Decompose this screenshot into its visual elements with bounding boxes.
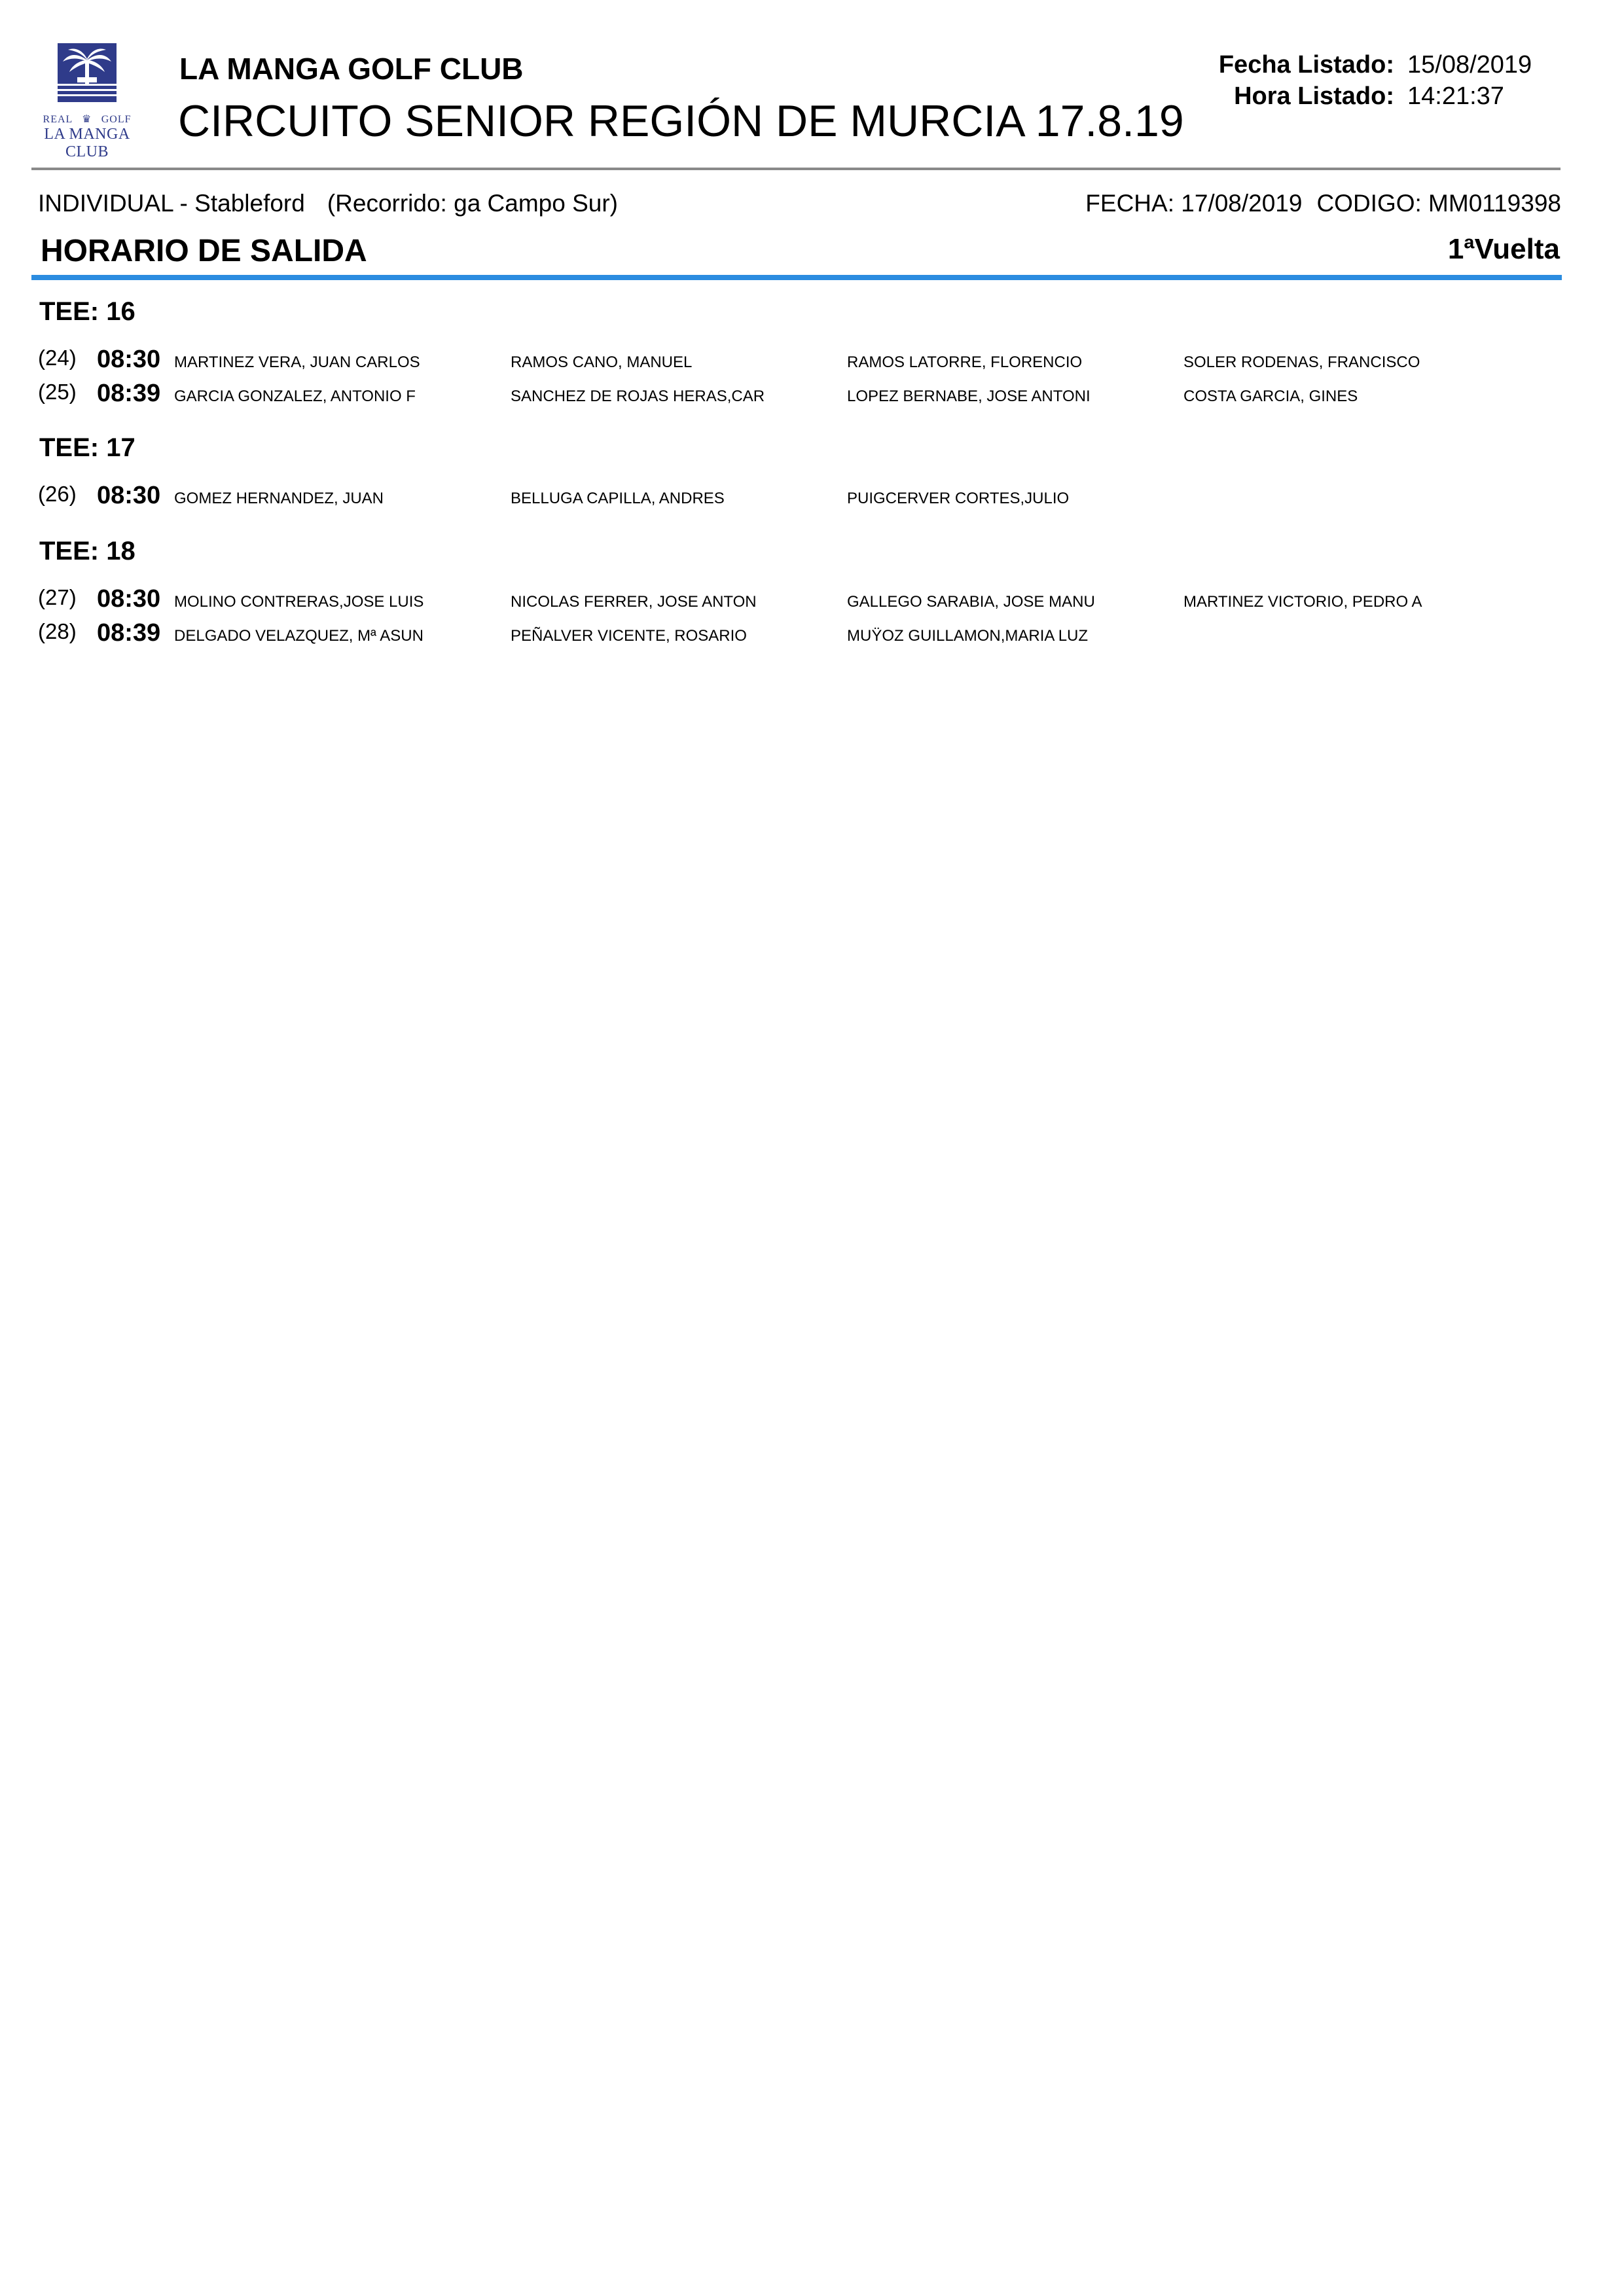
round-label: 1ªVuelta xyxy=(1447,233,1560,265)
competition-date-code xyxy=(1085,190,1561,217)
player-name: NICOLAS FERRER, JOSE ANTON xyxy=(511,593,757,611)
player-name: SOLER RODENAS, FRANCISCO xyxy=(1183,353,1420,371)
player-name: RAMOS LATORRE, FLORENCIO xyxy=(847,353,1083,371)
group-number: (24) xyxy=(38,346,77,370)
event-title: CIRCUITO SENIOR REGIÓN DE MURCIA 17.8.19 xyxy=(178,96,1184,146)
section-divider xyxy=(31,275,1562,280)
tee-time: 08:30 xyxy=(97,482,161,509)
palm-tree-crown-icon xyxy=(25,41,149,113)
club-logo xyxy=(25,41,149,160)
group-number: (28) xyxy=(38,619,77,643)
fecha-listado-label: Fecha Listado: xyxy=(1218,51,1394,79)
player-name: GALLEGO SARABIA, JOSE MANU xyxy=(847,593,1095,611)
competition-course: (Recorrido: ga Campo Sur) xyxy=(327,190,619,217)
competition-date: FECHA: 17/08/2019 xyxy=(1085,190,1303,217)
group-number: (27) xyxy=(38,585,77,609)
player-name: SANCHEZ DE ROJAS HERAS,CAR xyxy=(511,387,765,405)
logo-club-name: LA MANGA CLUB xyxy=(44,126,130,160)
tee-title: TEE: 17 xyxy=(39,433,135,462)
player-name: PEÑALVER VICENTE, ROSARIO xyxy=(511,627,747,645)
logo-real-golf: REAL ♛ GOLF xyxy=(43,114,132,125)
fecha-listado-value: 15/08/2019 xyxy=(1407,51,1532,79)
competition-info xyxy=(38,190,618,217)
competition-code: CODIGO: MM0119398 xyxy=(1316,190,1561,217)
group-number: (25) xyxy=(38,380,77,404)
player-name: GOMEZ HERNANDEZ, JUAN xyxy=(174,490,384,507)
player-name: MARTINEZ VERA, JUAN CARLOS xyxy=(174,353,420,371)
player-name: DELGADO VELAZQUEZ, Mª ASUN xyxy=(174,627,424,645)
tee-time: 08:39 xyxy=(97,619,161,647)
competition-mode: INDIVIDUAL - Stableford xyxy=(38,190,305,217)
tee-time: 08:30 xyxy=(97,346,161,373)
tee-time: 08:39 xyxy=(97,380,161,407)
player-name: PUIGCERVER CORTES,JULIO xyxy=(847,490,1070,507)
player-name: MARTINEZ VICTORIO, PEDRO A xyxy=(1183,593,1422,611)
tee-title: TEE: 16 xyxy=(39,297,135,326)
club-name: LA MANGA GOLF CLUB xyxy=(179,52,524,86)
player-name: LOPEZ BERNABE, JOSE ANTONI xyxy=(847,387,1091,405)
tee-time: 08:30 xyxy=(97,585,161,613)
player-name: GARCIA GONZALEZ, ANTONIO F xyxy=(174,387,416,405)
player-name: BELLUGA CAPILLA, ANDRES xyxy=(511,490,725,507)
player-name: COSTA GARCIA, GINES xyxy=(1183,387,1358,405)
player-name: MUŸOZ GUILLAMON,MARIA LUZ xyxy=(847,627,1089,645)
hora-listado-label: Hora Listado: xyxy=(1234,82,1394,110)
group-number: (26) xyxy=(38,482,77,506)
hora-listado-value: 14:21:37 xyxy=(1407,82,1504,110)
player-name: MOLINO CONTRERAS,JOSE LUIS xyxy=(174,593,424,611)
header-divider xyxy=(31,168,1561,170)
tee-title: TEE: 18 xyxy=(39,537,135,565)
section-title: HORARIO DE SALIDA xyxy=(41,234,367,268)
player-name: RAMOS CANO, MANUEL xyxy=(511,353,693,371)
